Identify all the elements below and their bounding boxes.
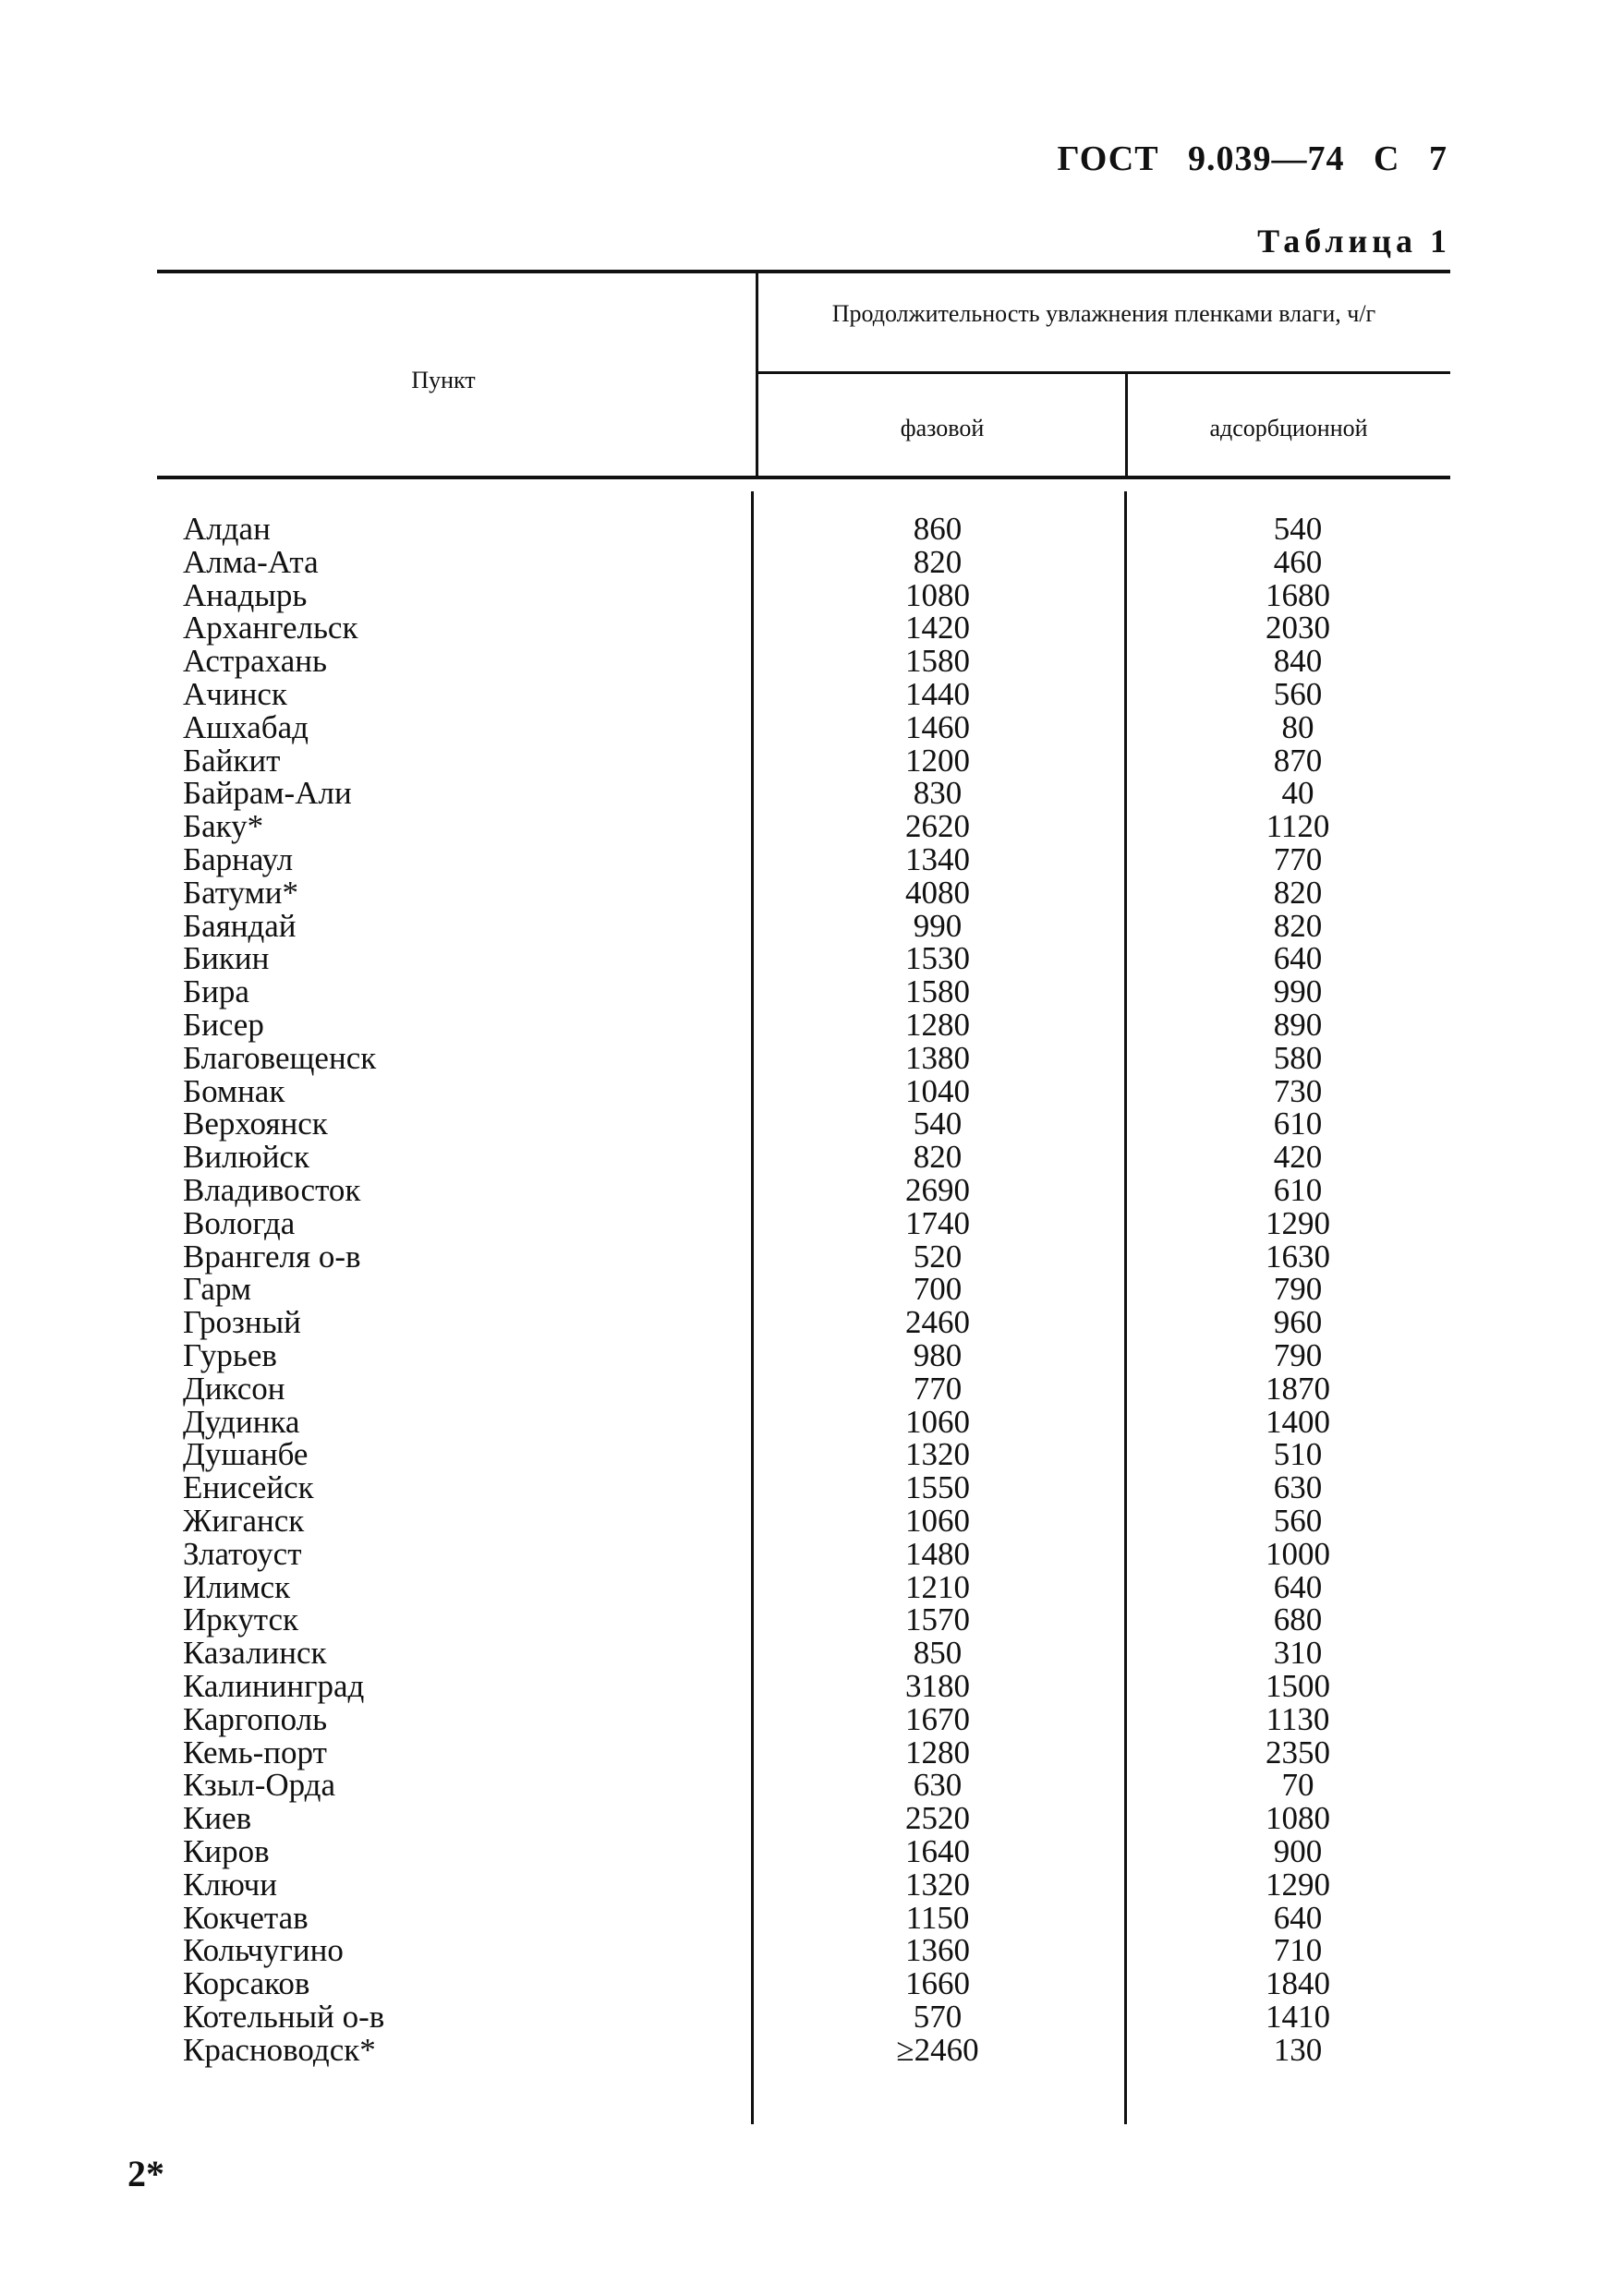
row-phase-value: 520	[913, 1239, 963, 1275]
row-phase-value: 1740	[905, 1205, 970, 1241]
table-row	[0, 1571, 1623, 1604]
page-header	[1058, 139, 1448, 179]
row-point-name: Енисейск	[183, 1469, 314, 1505]
row-point-name: Диксон	[183, 1371, 285, 1407]
row-adsorption-value: 1000	[1266, 1536, 1330, 1572]
row-point-name: Архангельск	[183, 610, 358, 646]
row-phase-value: 1580	[905, 973, 970, 1009]
row-adsorption-value: 560	[1273, 676, 1323, 712]
row-phase-value: 1460	[905, 709, 970, 745]
row-adsorption-value: 1290	[1266, 1867, 1330, 1903]
row-phase-value: 1280	[905, 1007, 970, 1043]
row-adsorption-value: 870	[1273, 743, 1323, 779]
table-row	[0, 1406, 1623, 1439]
col-header-adsorption: адсорбционной	[1209, 415, 1368, 441]
row-phase-value: 1440	[905, 676, 970, 712]
row-point-name: Бикин	[183, 940, 270, 976]
row-adsorption-value: 420	[1273, 1139, 1323, 1175]
row-point-name: Анадырь	[183, 577, 308, 613]
row-adsorption-value: 890	[1273, 1007, 1323, 1043]
row-adsorption-value: 1500	[1266, 1668, 1330, 1704]
row-adsorption-value: 1120	[1266, 808, 1330, 844]
row-adsorption-value: 610	[1273, 1106, 1323, 1142]
row-phase-value: 540	[913, 1106, 963, 1142]
row-point-name: Дудинка	[183, 1404, 300, 1440]
row-point-name: Баяндай	[183, 908, 297, 944]
row-adsorption-value: 1870	[1266, 1371, 1330, 1407]
row-phase-value: 1320	[905, 1436, 970, 1472]
row-phase-value: 820	[913, 544, 963, 580]
table-row	[0, 1504, 1623, 1538]
table-row	[0, 2034, 1623, 2067]
table-row	[0, 645, 1623, 678]
row-adsorption-value: 1400	[1266, 1404, 1330, 1440]
page-footer: 2*	[127, 2153, 164, 2194]
row-phase-value: 1420	[905, 610, 970, 646]
table-row	[0, 942, 1623, 975]
row-adsorption-value: 710	[1273, 1932, 1323, 1968]
table-row	[0, 1372, 1623, 1406]
row-point-name: Ашхабад	[183, 709, 309, 745]
table-row	[0, 1339, 1623, 1372]
row-phase-value: 1320	[905, 1867, 970, 1903]
row-adsorption-value: 1080	[1266, 1800, 1330, 1836]
row-point-name: Грозный	[183, 1304, 301, 1340]
row-phase-value: 570	[913, 1999, 963, 2035]
row-adsorption-value: 640	[1273, 1569, 1323, 1605]
row-adsorption-value: 640	[1273, 1900, 1323, 1936]
table-row	[0, 1174, 1623, 1207]
row-adsorption-value: 540	[1273, 511, 1323, 547]
row-adsorption-value: 80	[1281, 709, 1314, 745]
table-label: Таблица 1	[1257, 223, 1451, 260]
row-adsorption-value: 1630	[1266, 1239, 1330, 1275]
row-point-name: Вологда	[183, 1205, 296, 1241]
table-row	[0, 1107, 1623, 1141]
row-adsorption-value: 730	[1273, 1073, 1323, 1109]
table-row	[0, 2000, 1623, 2034]
row-phase-value: 1360	[905, 1932, 970, 1968]
row-adsorption-value: 1130	[1266, 1701, 1330, 1737]
row-adsorption-value: 40	[1281, 775, 1314, 811]
row-phase-value: 980	[913, 1337, 963, 1373]
row-adsorption-value: 840	[1273, 643, 1323, 679]
table-row	[0, 1273, 1623, 1306]
row-adsorption-value: 680	[1273, 1601, 1323, 1637]
row-point-name: Барнаул	[183, 841, 294, 877]
row-phase-value: 820	[913, 1139, 963, 1175]
table-row	[0, 1769, 1623, 1802]
row-point-name: Киров	[183, 1833, 270, 1869]
row-point-name: Бира	[183, 973, 249, 1009]
row-phase-value: 1340	[905, 841, 970, 877]
row-adsorption-value: 610	[1273, 1172, 1323, 1208]
row-adsorption-value: 640	[1273, 940, 1323, 976]
table-row	[0, 744, 1623, 778]
table-row	[0, 1703, 1623, 1736]
row-point-name: Бомнак	[183, 1073, 285, 1109]
row-adsorption-value: 790	[1273, 1337, 1323, 1373]
table-row	[0, 843, 1623, 876]
row-point-name: Алдан	[183, 511, 271, 547]
table-row	[0, 678, 1623, 711]
header-doc: ГОСТ	[1057, 139, 1159, 178]
row-phase-value: 850	[913, 1635, 963, 1671]
row-point-name: Калининград	[183, 1668, 365, 1704]
header-mid-rule	[757, 371, 1450, 374]
table-row	[0, 1438, 1623, 1471]
row-phase-value: 1480	[905, 1536, 970, 1572]
row-point-name: Котельный о-в	[183, 1999, 385, 2035]
row-phase-value: 700	[913, 1271, 963, 1307]
row-adsorption-value: 1680	[1266, 577, 1330, 613]
row-adsorption-value: 70	[1281, 1767, 1314, 1803]
row-point-name: Батуми*	[183, 875, 298, 911]
table-row	[0, 810, 1623, 843]
row-point-name: Казалинск	[183, 1635, 327, 1671]
row-point-name: Бисер	[183, 1007, 264, 1043]
row-point-name: Врангеля о-в	[183, 1239, 361, 1275]
row-point-name: Астрахань	[183, 643, 327, 679]
row-phase-value: 2460	[905, 1304, 970, 1340]
row-phase-value: 1060	[905, 1404, 970, 1440]
table-row	[0, 1637, 1623, 1670]
row-adsorption-value: 790	[1273, 1271, 1323, 1307]
row-point-name: Благовещенск	[183, 1040, 377, 1076]
row-phase-value: 2620	[905, 808, 970, 844]
col-header-point: Пункт	[411, 367, 476, 393]
row-phase-value: 2690	[905, 1172, 970, 1208]
table-row	[0, 1670, 1623, 1703]
row-phase-value: 630	[913, 1767, 963, 1803]
row-point-name: Вилюйск	[183, 1139, 309, 1175]
table-row	[0, 1967, 1623, 2000]
row-point-name: Душанбе	[183, 1436, 309, 1472]
row-adsorption-value: 770	[1273, 841, 1323, 877]
col-header-group: Продолжительность увлажнения пленками влаги, ч/г	[831, 300, 1376, 327]
row-adsorption-value: 510	[1273, 1436, 1323, 1472]
row-point-name: Кокчетав	[183, 1900, 309, 1936]
row-adsorption-value: 580	[1273, 1040, 1323, 1076]
col-divider-2-header	[1125, 374, 1128, 478]
row-point-name: Кемь-порт	[183, 1734, 327, 1770]
row-adsorption-value: 900	[1273, 1833, 1323, 1869]
table-row	[0, 1075, 1623, 1108]
table-row	[0, 1835, 1623, 1868]
row-adsorption-value: 1840	[1266, 1965, 1330, 2001]
row-phase-value: 1280	[905, 1734, 970, 1770]
row-adsorption-value: 820	[1273, 875, 1323, 911]
row-adsorption-value: 560	[1273, 1503, 1323, 1539]
row-phase-value: 860	[913, 511, 963, 547]
row-point-name: Верхоянск	[183, 1106, 328, 1142]
table-row	[0, 910, 1623, 943]
row-phase-value: 1570	[905, 1601, 970, 1637]
row-phase-value: 1150	[905, 1900, 970, 1936]
row-point-name: Гарм	[183, 1271, 252, 1307]
row-adsorption-value: 990	[1273, 973, 1323, 1009]
row-point-name: Байрам-Али	[183, 775, 352, 811]
row-point-name: Алма-Ата	[183, 544, 319, 580]
row-point-name: Иркутск	[183, 1601, 299, 1637]
row-point-name: Илимск	[183, 1569, 291, 1605]
row-phase-value: 1080	[905, 577, 970, 613]
row-phase-value: 1200	[905, 743, 970, 779]
table-top-rule	[157, 270, 1450, 273]
table-row	[0, 1538, 1623, 1571]
row-phase-value: 3180	[905, 1668, 970, 1704]
header-bottom-rule	[157, 476, 1450, 479]
table-row	[0, 546, 1623, 579]
row-point-name: Каргополь	[183, 1701, 328, 1737]
row-point-name: Ачинск	[183, 676, 287, 712]
table-row	[0, 1868, 1623, 1902]
row-adsorption-value: 2350	[1266, 1734, 1330, 1770]
row-point-name: Байкит	[183, 743, 281, 779]
col-header-phase: фазовой	[900, 415, 985, 441]
table-row	[0, 611, 1623, 645]
row-adsorption-value: 1410	[1266, 1999, 1330, 2035]
row-phase-value: ≥2460	[896, 2032, 979, 2068]
row-point-name: Киев	[183, 1800, 252, 1836]
table-row	[0, 513, 1623, 546]
row-phase-value: 1580	[905, 643, 970, 679]
table-row	[0, 1471, 1623, 1504]
row-point-name: Баку*	[183, 808, 264, 844]
row-adsorption-value: 2030	[1266, 610, 1330, 646]
row-phase-value: 770	[913, 1371, 963, 1407]
table-row	[0, 1603, 1623, 1637]
header-sep: С	[1374, 139, 1400, 178]
table-row	[0, 876, 1623, 910]
table-row	[0, 579, 1623, 612]
table-row	[0, 1009, 1623, 1042]
table-row	[0, 1736, 1623, 1770]
row-phase-value: 2520	[905, 1800, 970, 1836]
row-phase-value: 1040	[905, 1073, 970, 1109]
table-row	[0, 1802, 1623, 1835]
header-page: 7	[1429, 139, 1447, 178]
row-phase-value: 830	[913, 775, 963, 811]
row-point-name: Красноводск*	[183, 2032, 376, 2068]
row-point-name: Ключи	[183, 1867, 277, 1903]
row-phase-value: 1550	[905, 1469, 970, 1505]
row-point-name: Кольчугино	[183, 1932, 344, 1968]
row-phase-value: 1380	[905, 1040, 970, 1076]
row-phase-value: 1640	[905, 1833, 970, 1869]
table-row	[0, 1240, 1623, 1274]
table-row	[0, 1042, 1623, 1075]
table-row	[0, 1306, 1623, 1339]
table-row	[0, 1902, 1623, 1935]
row-phase-value: 990	[913, 908, 963, 944]
table-row	[0, 1141, 1623, 1174]
row-adsorption-value: 960	[1273, 1304, 1323, 1340]
row-phase-value: 4080	[905, 875, 970, 911]
row-adsorption-value: 820	[1273, 908, 1323, 944]
row-phase-value: 1670	[905, 1701, 970, 1737]
table-row	[0, 1207, 1623, 1240]
col-divider-1-header	[756, 273, 758, 478]
table-row	[0, 1934, 1623, 1967]
row-point-name: Владивосток	[183, 1172, 361, 1208]
row-adsorption-value: 310	[1273, 1635, 1323, 1671]
row-point-name: Кзыл-Орда	[183, 1767, 336, 1803]
table-row	[0, 777, 1623, 810]
row-phase-value: 1060	[905, 1503, 970, 1539]
row-phase-value: 1660	[905, 1965, 970, 2001]
row-phase-value: 1530	[905, 940, 970, 976]
row-adsorption-value: 460	[1273, 544, 1323, 580]
table-row	[0, 975, 1623, 1009]
row-adsorption-value: 130	[1273, 2032, 1323, 2068]
row-adsorption-value: 1290	[1266, 1205, 1330, 1241]
table-row	[0, 711, 1623, 744]
row-phase-value: 1210	[905, 1569, 970, 1605]
row-point-name: Жиганск	[183, 1503, 305, 1539]
row-point-name: Корсаков	[183, 1965, 310, 2001]
row-adsorption-value: 630	[1273, 1469, 1323, 1505]
row-point-name: Златоуст	[183, 1536, 302, 1572]
header-number: 9.039—74	[1188, 139, 1345, 178]
row-point-name: Гурьев	[183, 1337, 277, 1373]
